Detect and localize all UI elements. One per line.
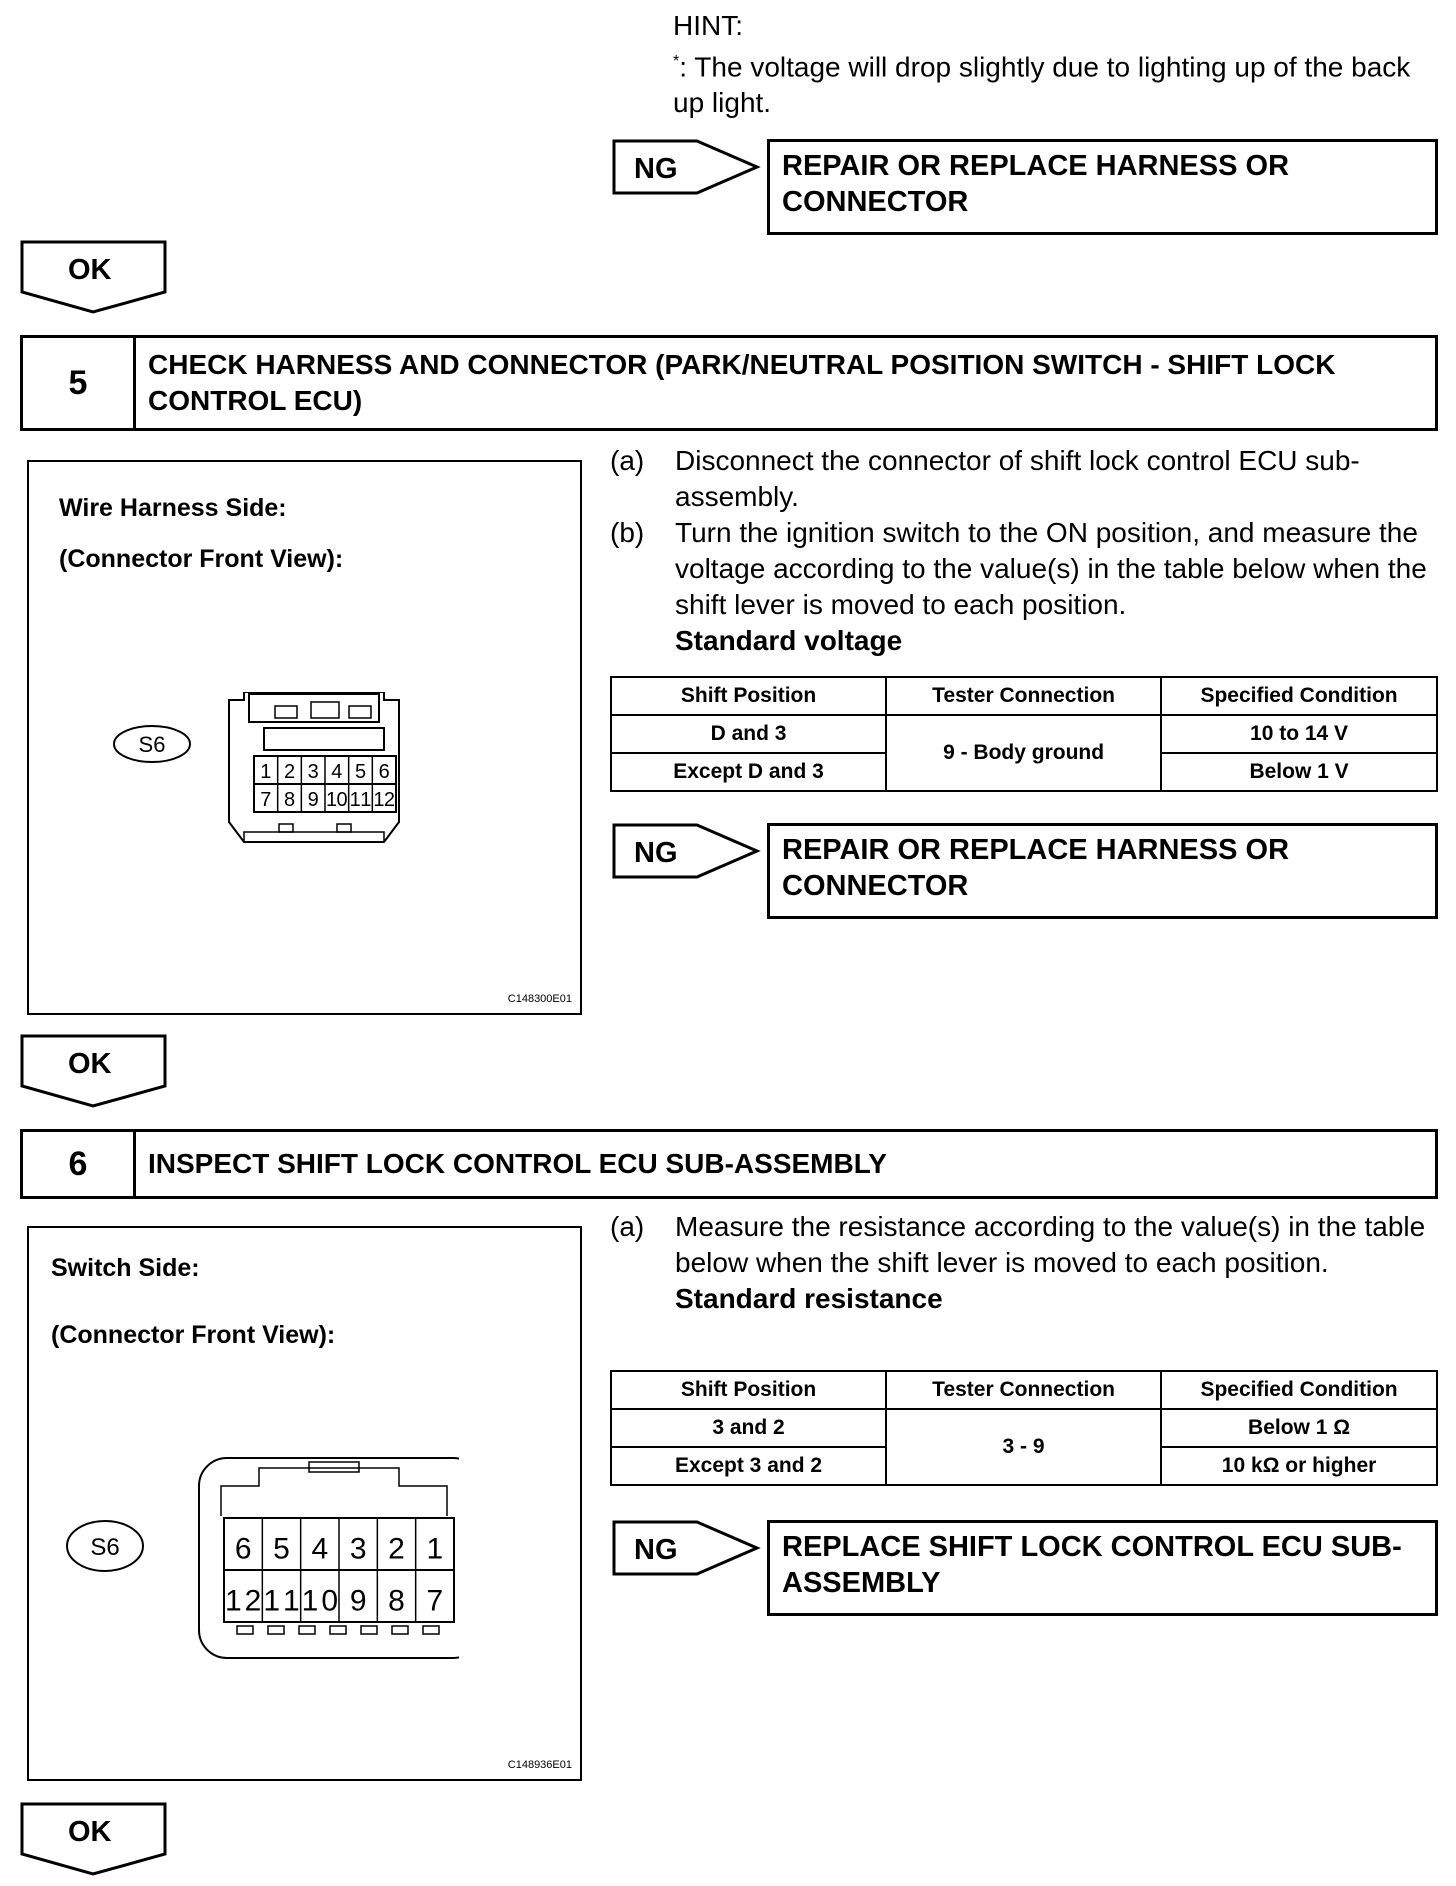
ok-arrow-2 <box>20 1034 168 1108</box>
connector-label-6: S6 <box>90 1534 120 1561</box>
ng-label-1: NG <box>634 153 678 185</box>
table-cell: Below 1 V <box>1161 753 1437 791</box>
spec-table-5 <box>610 676 1438 792</box>
instruction-5a <box>610 443 1440 515</box>
table-cell: 9 - Body ground <box>886 715 1161 791</box>
pin-number: 3 <box>349 1532 367 1566</box>
table-cell: 3 - 9 <box>886 1409 1161 1485</box>
connector-diagram-6 <box>59 1456 459 1661</box>
ng-arrow-3 <box>612 1520 762 1576</box>
figure-6-label1: Switch Side: <box>51 1254 200 1282</box>
spec-table-6 <box>610 1370 1438 1486</box>
figure-5-label2: (Connector Front View): <box>59 545 344 573</box>
ng-action-2: REPAIR OR REPLACE HARNESS OR CONNECTOR <box>767 823 1438 919</box>
step-5-number: 5 <box>23 338 136 428</box>
step-6-title: INSPECT SHIFT LOCK CONTROL ECU SUB-ASSEMBLY <box>148 1148 887 1179</box>
pin-number: 3 <box>307 760 319 783</box>
pin-number: 5 <box>354 760 367 783</box>
figure-5-code: C148300E01 <box>507 993 572 1005</box>
hint-text <box>673 44 1433 121</box>
figure-6-label2: (Connector Front View): <box>51 1321 336 1349</box>
step-6-number: 6 <box>23 1132 136 1196</box>
instruction-marker: (a) <box>610 1211 645 1242</box>
table-cell: Except D and 3 <box>611 753 886 791</box>
table-row <box>611 715 1437 753</box>
standard-resistance-label: Standard resistance <box>675 1283 943 1314</box>
hint-block <box>673 8 1433 121</box>
step-6-header <box>20 1129 1438 1199</box>
pin-number: 11 <box>349 788 372 811</box>
standard-voltage-label: Standard voltage <box>675 625 903 656</box>
pin-number: 10 <box>326 788 348 811</box>
figure-6-code: C148936E01 <box>507 1759 572 1771</box>
pin-number: 8 <box>283 788 296 811</box>
figure-5-label1: Wire Harness Side: <box>59 494 287 522</box>
connector-label-5: S6 <box>138 732 166 757</box>
pin-number: 11 <box>263 1584 300 1618</box>
pin-number: 12 <box>225 1584 262 1618</box>
pin-number: 7 <box>260 788 272 811</box>
table-row <box>611 1409 1437 1447</box>
hint-body: : The voltage will drop slightly due to lighting up of the back up light. <box>673 51 1411 119</box>
pin-number: 8 <box>388 1584 405 1618</box>
step-5-title: CHECK HARNESS AND CONNECTOR (PARK/NEUTRAL POSITION SWITCH - SHIFT LOCK CONTROL ECU) <box>148 349 1336 416</box>
instruction-marker: (a) <box>610 445 645 476</box>
table-cell: D and 3 <box>611 715 886 753</box>
ok-label-1: OK <box>68 254 112 286</box>
step-6-instructions <box>610 1209 1440 1317</box>
table-header: Shift Position <box>611 677 886 715</box>
ng-label-3: NG <box>634 1534 678 1566</box>
table-cell: 3 and 2 <box>611 1409 886 1447</box>
pin-number: 1 <box>260 760 272 783</box>
pin-number: 9 <box>307 788 319 811</box>
pin-number: 7 <box>426 1584 444 1618</box>
ng-label-2: NG <box>634 837 678 869</box>
pin-number: 9 <box>349 1584 367 1618</box>
ok-label-2: OK <box>68 1048 112 1080</box>
figure-step-5 <box>27 460 582 1015</box>
instruction-text: Measure the resistance according to the value(s) in the table below when the shift lever is moved to each position. <box>675 1211 1426 1278</box>
table-cell: Except 3 and 2 <box>611 1447 886 1485</box>
hint-label: HINT: <box>673 10 743 41</box>
table-header: Tester Connection <box>886 677 1161 715</box>
step-5-instructions <box>610 443 1440 659</box>
instruction-text: Disconnect the connector of shift lock control ECU sub-assembly. <box>675 445 1360 512</box>
table-header: Tester Connection <box>886 1371 1161 1409</box>
pin-number: 5 <box>273 1532 290 1566</box>
pin-number: 2 <box>283 760 296 783</box>
pin-number: 12 <box>373 788 395 811</box>
table-cell: Below 1 Ω <box>1161 1409 1437 1447</box>
ng-arrow-1 <box>612 139 762 195</box>
instruction-6a <box>610 1209 1440 1281</box>
pin-number: 4 <box>311 1532 329 1566</box>
pin-number: 6 <box>234 1532 252 1566</box>
pin-number: 2 <box>388 1532 405 1566</box>
ok-arrow-3 <box>20 1802 168 1876</box>
step-5-header <box>20 335 1438 431</box>
instruction-text: Turn the ignition switch to the ON position, and measure the voltage according to the value(s) in the table below when the shift lever is moved to each position. <box>675 517 1427 620</box>
instruction-marker: (b) <box>610 517 645 548</box>
ng-action-1: REPAIR OR REPLACE HARNESS OR CONNECTOR <box>767 139 1438 235</box>
hint-mark: * <box>673 53 680 70</box>
table-header: Specified Condition <box>1161 1371 1437 1409</box>
pin-number: 1 <box>426 1532 444 1566</box>
ok-arrow-1 <box>20 240 168 314</box>
connector-diagram-5 <box>79 692 429 882</box>
ng-action-3: REPLACE SHIFT LOCK CONTROL ECU SUB-ASSEMBLY <box>767 1520 1438 1616</box>
table-header: Shift Position <box>611 1371 886 1409</box>
instruction-5b <box>610 515 1440 623</box>
ng-arrow-2 <box>612 823 762 879</box>
figure-step-6 <box>27 1226 582 1781</box>
pin-number: 10 <box>301 1584 339 1618</box>
pin-number: 6 <box>378 760 390 783</box>
table-header: Specified Condition <box>1161 677 1437 715</box>
table-cell: 10 kΩ or higher <box>1161 1447 1437 1485</box>
pin-number: 4 <box>331 760 343 783</box>
ok-label-3: OK <box>68 1816 112 1848</box>
table-cell: 10 to 14 V <box>1161 715 1437 753</box>
